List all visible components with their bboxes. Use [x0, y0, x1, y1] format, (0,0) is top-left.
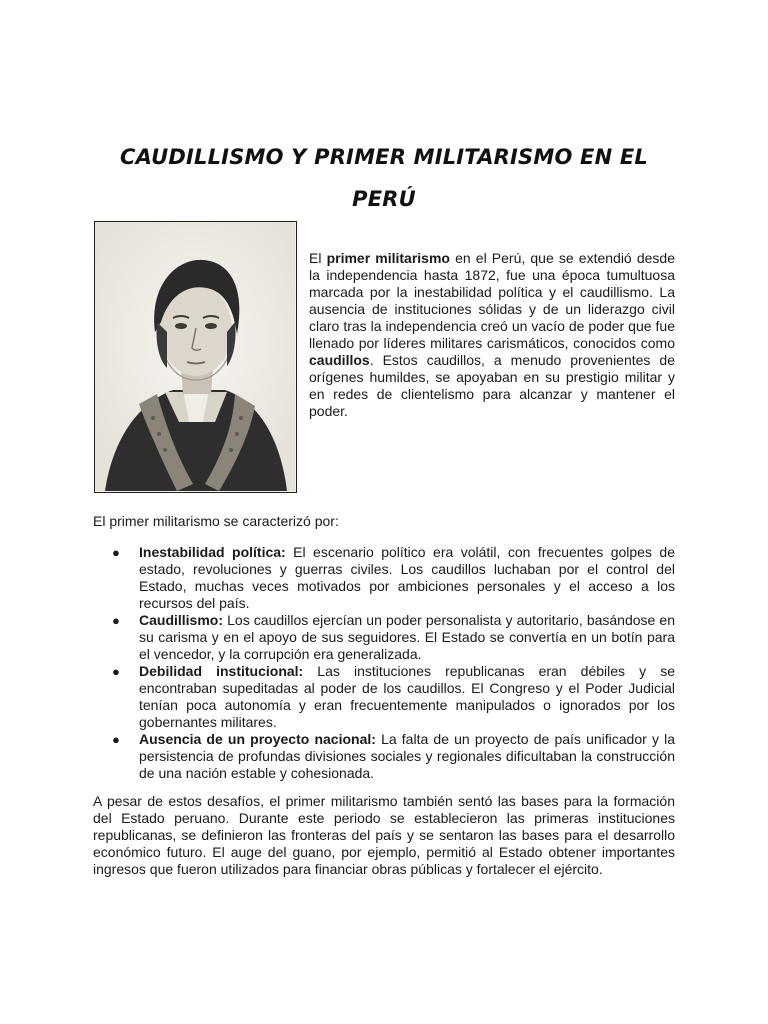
list-item-label: Ausencia de un proyecto nacional: — [139, 731, 376, 747]
list-lead: El primer militarismo se caracterizó por: — [93, 513, 339, 529]
bullet-icon: ● — [112, 664, 120, 679]
portrait-image — [94, 221, 297, 493]
list-item-text: El escenario político era volátil, con frecuentes golpes de estado, revoluciones y guerras civiles. Los caudillos luchaban por el control del Estado, muchas veces motivados por ambiciones personales y el acceso a los recursos del país. — [139, 544, 675, 611]
intro-text-3: . Estos caudillos, a menudo provenientes de orígenes humildes, se apoyaban en su prestigio militar y en redes de clientelismo para alcanzar y mantener el poder. — [309, 352, 675, 419]
intro-bold-primer-militarismo: primer militarismo — [326, 250, 450, 266]
bullet-icon: ● — [112, 613, 120, 628]
characteristics-list — [93, 544, 675, 782]
page-title: CAUDILLISMO Y PRIMER MILITARISMO EN EL PERÚ — [120, 145, 648, 212]
list-item-label: Inestabilidad política: — [139, 544, 286, 560]
list-item-text: La falta de un proyecto de país unificador y la persistencia de profundas divisiones sociales y regionales dificultaban la construcción de una nación estable y cohesionada. — [139, 731, 676, 781]
bullet-icon: ● — [112, 545, 120, 560]
list-item-text: Los caudillos ejercían un poder personalista y autoritario, basándose en su carisma y en el apoyo de sus seguidores. El Estado se convertía en un botín para el vencedor, y la corrupción era generalizada. — [139, 612, 675, 662]
intro-paragraph — [309, 250, 675, 420]
intro-text-2: en el Perú, que se extendió desde la independencia hasta 1872, fue una época tumultuosa marcada por la inestabilidad política y el caudillismo. La ausencia de instituciones sólidas y de un liderazgo civil claro tras la independencia creó un vacío de poder que fue llenado por líderes militares carismáticos, conocidos como — [309, 250, 675, 351]
list-item — [93, 544, 675, 612]
list-item-label: Debilidad institucional: — [139, 663, 304, 679]
closing-paragraph: A pesar de estos desafíos, el primer militarismo también sentó las bases para la formación del Estado peruano. Durante este periodo se establecieron las primeras instituciones republicanas, se definieron las fronteras del país y se sentaron las bases para el desarrollo económico futuro. El auge del guano, por ejemplo, permitió al Estado obtener importantes ingresos que fueron utilizados para financiar obras públicas y fortalecer el ejército. — [93, 793, 675, 877]
bullet-icon: ● — [112, 732, 120, 747]
intro-bold-caudillos: caudillos — [309, 352, 370, 368]
list-item — [93, 663, 675, 731]
list-item — [93, 731, 675, 782]
list-item-label: Caudillismo: — [139, 612, 224, 628]
list-item — [93, 612, 675, 663]
list-item-text: Las instituciones republicanas eran débiles y se encontraban supeditadas al poder de los caudillos. El Congreso y el Poder Judicial tenían poca autonomía y eran frecuentemente manipulados o ignorados por los gobernantes militares. — [139, 663, 675, 730]
portrait-drawing — [95, 222, 295, 491]
intro-text-1: El — [309, 250, 327, 266]
